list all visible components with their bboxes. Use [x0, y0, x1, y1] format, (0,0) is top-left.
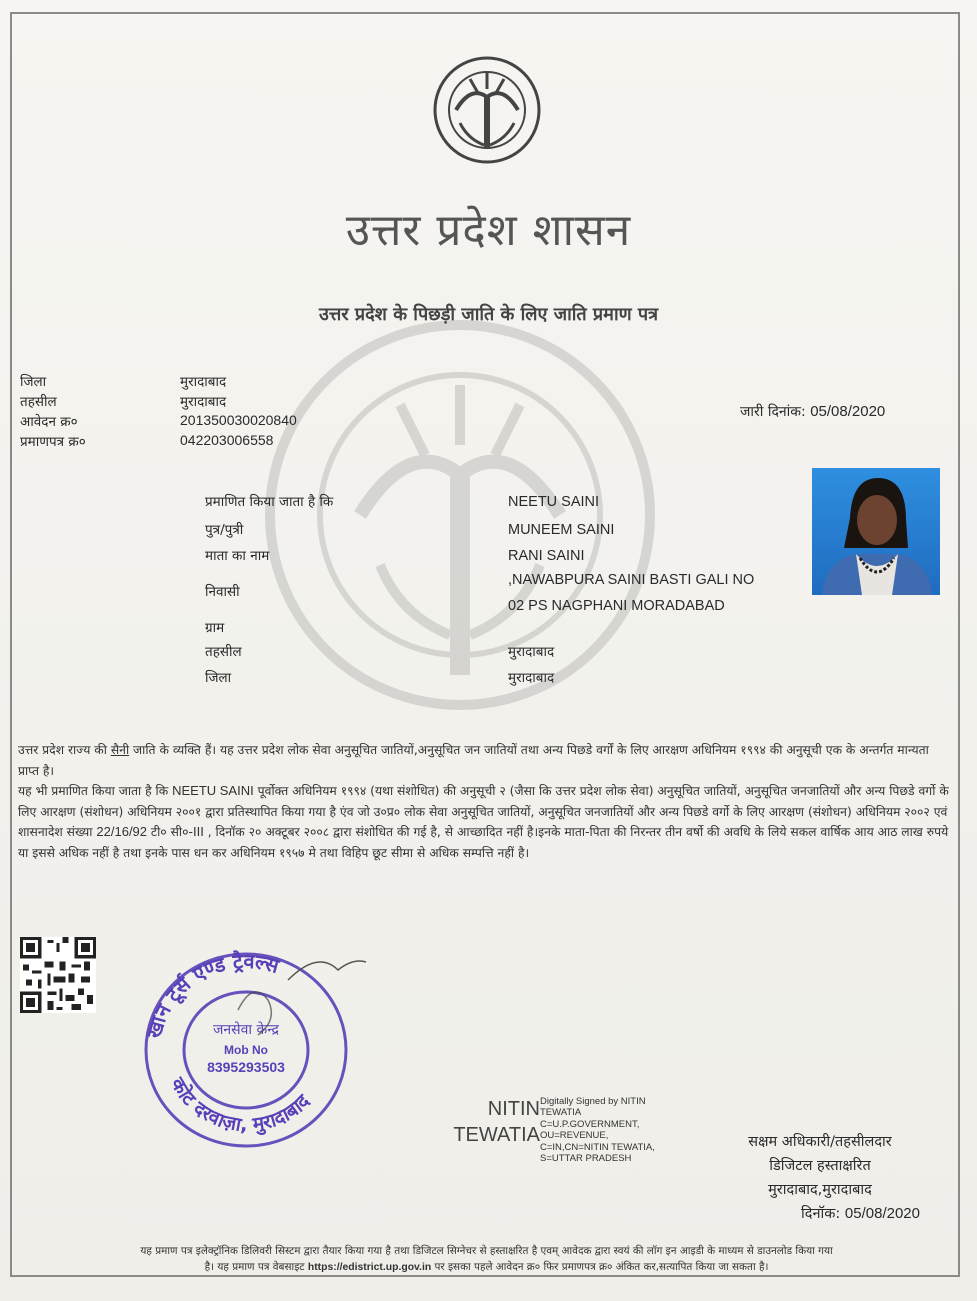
- stamp-mob-value: 8395293503: [207, 1059, 285, 1075]
- qr-code-icon[interactable]: [20, 937, 96, 1013]
- authority-location: मुरादाबाद,मुरादाबाद: [768, 1182, 872, 1198]
- signature-info-line: OU=REVENUE,: [540, 1130, 609, 1142]
- holder-name-inline: NEETU SAINI: [172, 783, 254, 798]
- verification-url-link[interactable]: https://edistrict.up.gov.in: [307, 1262, 432, 1273]
- digital-signature: [420, 1096, 680, 1176]
- application-no-label: आवेदन क्र०: [20, 414, 78, 430]
- tehsil-value: मुरादाबाद: [180, 394, 227, 410]
- body-text: टी० सी०-III , दिनॉक २० अक्टूबर २००८ द्वारा संशोधित की गई है, से आच्छादित नहीं है।इनके माता-पिता की निरन्तर तीन वर्षो की अवधि के लिये सकल वार्षिक आय आठ लाख रुपये या इससे अधिक नहीं है तथा इनके पास धन कर अधिनियम १९५७ मे तथा विहिप छूट सीमा से अधिक सम्पत्ति नहीं है।: [18, 825, 949, 860]
- certificate-meta: [20, 372, 297, 452]
- district-value: मुरादाबाद: [180, 374, 227, 390]
- district-detail-value: मुरादाबाद: [508, 670, 555, 686]
- stamp-center-text: जनसेवा केन्द्र: [213, 1022, 279, 1038]
- government-title: उत्तर प्रदेश शासन: [345, 205, 632, 256]
- footer-line1: यह प्रमाण पत्र इलेक्ट्रॉनिक डिलिवरी सिस्टम द्वारा तैयार किया गया है तथा डिजिटल सिग्नेचर से हस्ताक्षरित है एवम् आवेदक द्वारा स्वयं की लॉग इन आइडी के माध्यम से डाउनलोड किया गया: [140, 1245, 833, 1257]
- up-government-emblem-icon: [426, 55, 548, 165]
- stamp-ring-text: खान टूर्स एण्ड ट्रैवल्स: [141, 948, 282, 1041]
- authority-designation: सक्षम अधिकारी/तहसीलदार: [748, 1134, 892, 1150]
- verification-footer: [14, 1243, 959, 1276]
- footer-text: पर इसका पहले आवेदन क्र० फिर प्रमाणपत्र क्र० अंकित कर,सत्यापित किया जा सकता है।: [431, 1261, 769, 1273]
- certificate-body: [18, 740, 953, 863]
- signer-name-line1: NITIN: [487, 1098, 540, 1120]
- body-text: उत्तर प्रदेश राज्य की: [18, 743, 111, 757]
- tehsil-detail-value: मुरादाबाद: [508, 644, 555, 660]
- stamp-mob-label: Mob No: [224, 1043, 268, 1057]
- resident-address-line2: 02 PS NAGPHANI MORADABAD: [508, 598, 725, 614]
- body-text: जाति के व्यक्ति हैं। यह उत्तर प्रदेश लोक सेवा अनुसूचित जातियों,अनुसूचित जन जातियों तथा अन्य पिछडे वर्गों के लिए आरक्षण अधिनियम १९९४ की अनुसूची एक के अन्तर्गत मान्यता प्राप्त है।: [18, 743, 929, 778]
- certificate-title: उत्तर प्रदेश के पिछड़ी जाति के लिए जाति प्रमाण पत्र: [318, 304, 659, 325]
- mother-label: माता का नाम: [205, 548, 270, 564]
- authority-digital-signed: डिजिटल हस्ताक्षरित: [769, 1158, 871, 1174]
- issuing-authority: [720, 1130, 920, 1226]
- body-text: यह भी प्रमाणित किया जाता है कि: [18, 784, 173, 798]
- signature-info-line: C=IN,CN=NITIN TEWATIA,: [540, 1141, 655, 1153]
- tehsil-detail-label: तहसील: [205, 644, 242, 660]
- certificate-no-value: 042203006558: [180, 432, 274, 448]
- signature-info-line: Digitally Signed by NITIN: [540, 1096, 646, 1107]
- village-label: ग्राम: [205, 620, 225, 636]
- body-text: पूर्वोक्त अधिनियम १९९४ (यथा संशोधित) की अनुसूची २ (जैसा कि उत्तर प्रदेश लोक सेवा) अनुसूचित जातियों, अनुसूचित जनजातियों और अन्य पिछडे वर्गो के लिए आरक्षण (संशोधन) अधिनियम २००१ द्वारा प्रतिस्थापित किया गया है एंव जो उ०प्र० लोक सेवा अनुसूचित जातियों, अनुसूचित जनजातियों और अन्य पिछडे वर्गो के लिए आरक्षण (संशोधन) अधिनियम २००२ एवं शासनादेश संख्या: [18, 784, 949, 839]
- certificate-no-label: प्रमाणपत्र क्र०: [20, 434, 86, 450]
- footer-line2: [14, 1259, 959, 1276]
- authority-date-label: दिनॉक:: [801, 1206, 841, 1222]
- district-label: जिला: [20, 374, 47, 390]
- footer-text: है। यह प्रमाण पत्र वेबसाइट: [204, 1261, 308, 1273]
- issue-date: [740, 402, 885, 421]
- signature-info-line: TEWATIA: [540, 1107, 582, 1119]
- mother-name: RANI SAINI: [508, 548, 585, 564]
- signer-name: [453, 1096, 540, 1148]
- emblem-watermark-icon: [250, 315, 670, 715]
- signature-info-line: C=U.P.GOVERNMENT,: [540, 1118, 640, 1130]
- government-order-no: 22/16/92: [96, 824, 148, 839]
- father-name: MUNEEM SAINI: [508, 522, 615, 538]
- certified-label: प्रमाणित किया जाता है कि: [205, 494, 334, 510]
- authority-date-value: 05/08/2020: [844, 1205, 920, 1222]
- signature-info-line: S=UTTAR PRADESH: [540, 1153, 632, 1165]
- authority-date: [720, 1202, 920, 1226]
- signature-certificate-info: [540, 1096, 680, 1164]
- handwritten-signature-icon: [288, 961, 366, 980]
- applicant-photo: [812, 468, 940, 595]
- tehsil-label: तहसील: [20, 394, 57, 410]
- resident-address-line1: ,NAWABPURA SAINI BASTI GALI NO: [508, 572, 755, 588]
- rubber-stamp: [138, 940, 373, 1155]
- signer-name-line2: TEWATIA: [453, 1124, 540, 1146]
- caste-name: सैनी: [110, 743, 130, 757]
- holder-name: NEETU SAINI: [508, 494, 600, 510]
- issue-date-label: जारी दिनांक:: [740, 404, 806, 420]
- resident-label: निवासी: [205, 584, 240, 600]
- district-detail-label: जिला: [205, 670, 232, 686]
- issue-date-value: 05/08/2020: [810, 403, 886, 420]
- stamp-bottom-text: कोट दरवाज़ा, मुरादाबाद: [166, 1074, 315, 1136]
- application-no-value: 201350030020840: [180, 412, 297, 428]
- son-daughter-label: पुत्र/पुत्री: [205, 522, 244, 538]
